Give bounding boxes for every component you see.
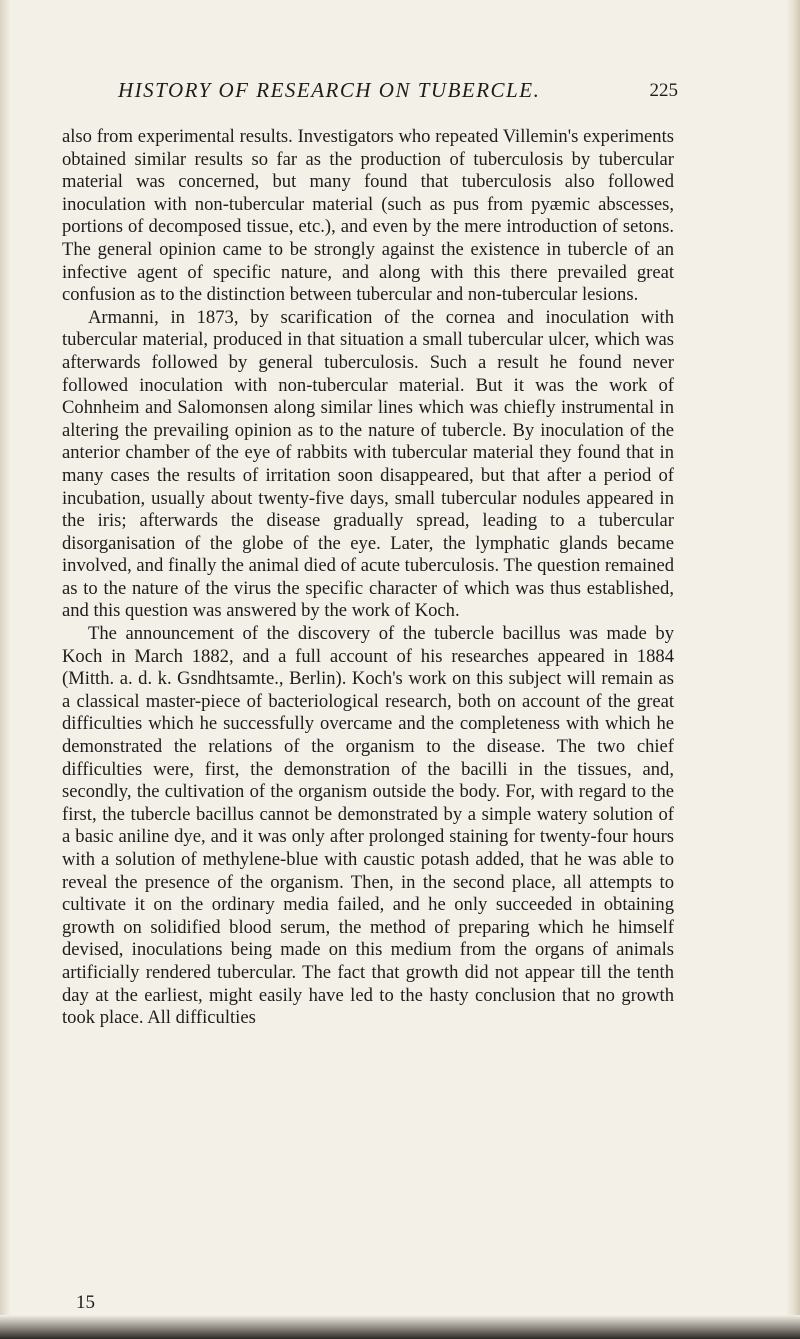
running-head: HISTORY OF RESEARCH ON TUBERCLE.	[118, 78, 541, 102]
page-right-edge-shadow	[786, 0, 800, 1339]
body-text	[62, 126, 674, 1030]
page-header	[118, 78, 678, 108]
page-left-edge-shadow	[0, 0, 10, 1339]
paragraph-2: Armanni, in 1873, by scarification of the cornea and inoculation with tubercular material, produced in that situation a small tubercular ulcer, which was afterwards followed by general tuberculosis. Such a result he found never followed inoculation with non-tubercular material. But it was the work of Cohnheim and Salomonsen along similar lines which was chiefly instrumental in altering the prevailing opinion as to the nature of tubercle. By inoculation of the anterior chamber of the eye of rabbits with tubercular material they found that in many cases the results of irritation soon disappeared, but that after a period of incubation, usually about twenty-five days, small tubercular nodules appeared in the iris; afterwards the disease gradually spread, leading to a tubercular disorganisation of the globe of the eye. Later, the lymphatic glands became involved, and finally the animal died of acute tuberculosis. The question remained as to the nature of the virus the specific character of which was thus established, and this question was answered by the work of Koch.	[62, 306, 674, 622]
signature-mark: 15	[76, 1292, 95, 1313]
page-bottom-edge-shadow	[0, 1315, 800, 1339]
paragraph-1: also from experimental results. Investigators who repeated Villemin's experiments obtained similar results so far as the production of tuberculosis by tubercular material was concerned, but many found that tuberculosis also followed inoculation with non-tubercular material (such as pus from pyæmic abscesses, portions of decomposed tissue, etc.), and even by the mere introduction of setons. The general opinion came to be strongly against the existence in tubercle of an infective agent of specific nature, and along with this there prevailed great confusion as to the distinction between tubercular and non-tubercular lesions.	[62, 126, 674, 306]
paragraph-3: The announcement of the discovery of the tubercle bacillus was made by Koch in March 1882, and a full account of his researches appeared in 1884 (Mitth. a. d. k. Gsndhtsamte., Berlin). Koch's work on this subject will remain as a classical master-piece of bacteriological research, both on account of the great difficulties which he successfully overcame and the completeness with which he demonstrated the relations of the organism to the disease. The two chief difficulties were, first, the demonstration of the bacilli in the tissues, and, secondly, the cultivation of the organism outside the body. For, with regard to the first, the tubercle bacillus cannot be demonstrated by a simple watery solution of a basic aniline dye, and it was only after prolonged staining for twenty-four hours with a solution of methylene-blue with caustic potash added, that he was able to reveal the presence of the organism. Then, in the second place, all attempts to cultivate it on the ordinary media failed, and he only succeeded in obtaining growth on solidified blood serum, the method of preparing which he himself devised, inoculations being made on this medium from the organs of animals artificially rendered tubercular. The fact that growth did not appear till the tenth day at the earliest, might easily have led to the hasty conclusion that no growth took place. All difficulties	[62, 623, 674, 1029]
page-number: 225	[649, 80, 678, 101]
